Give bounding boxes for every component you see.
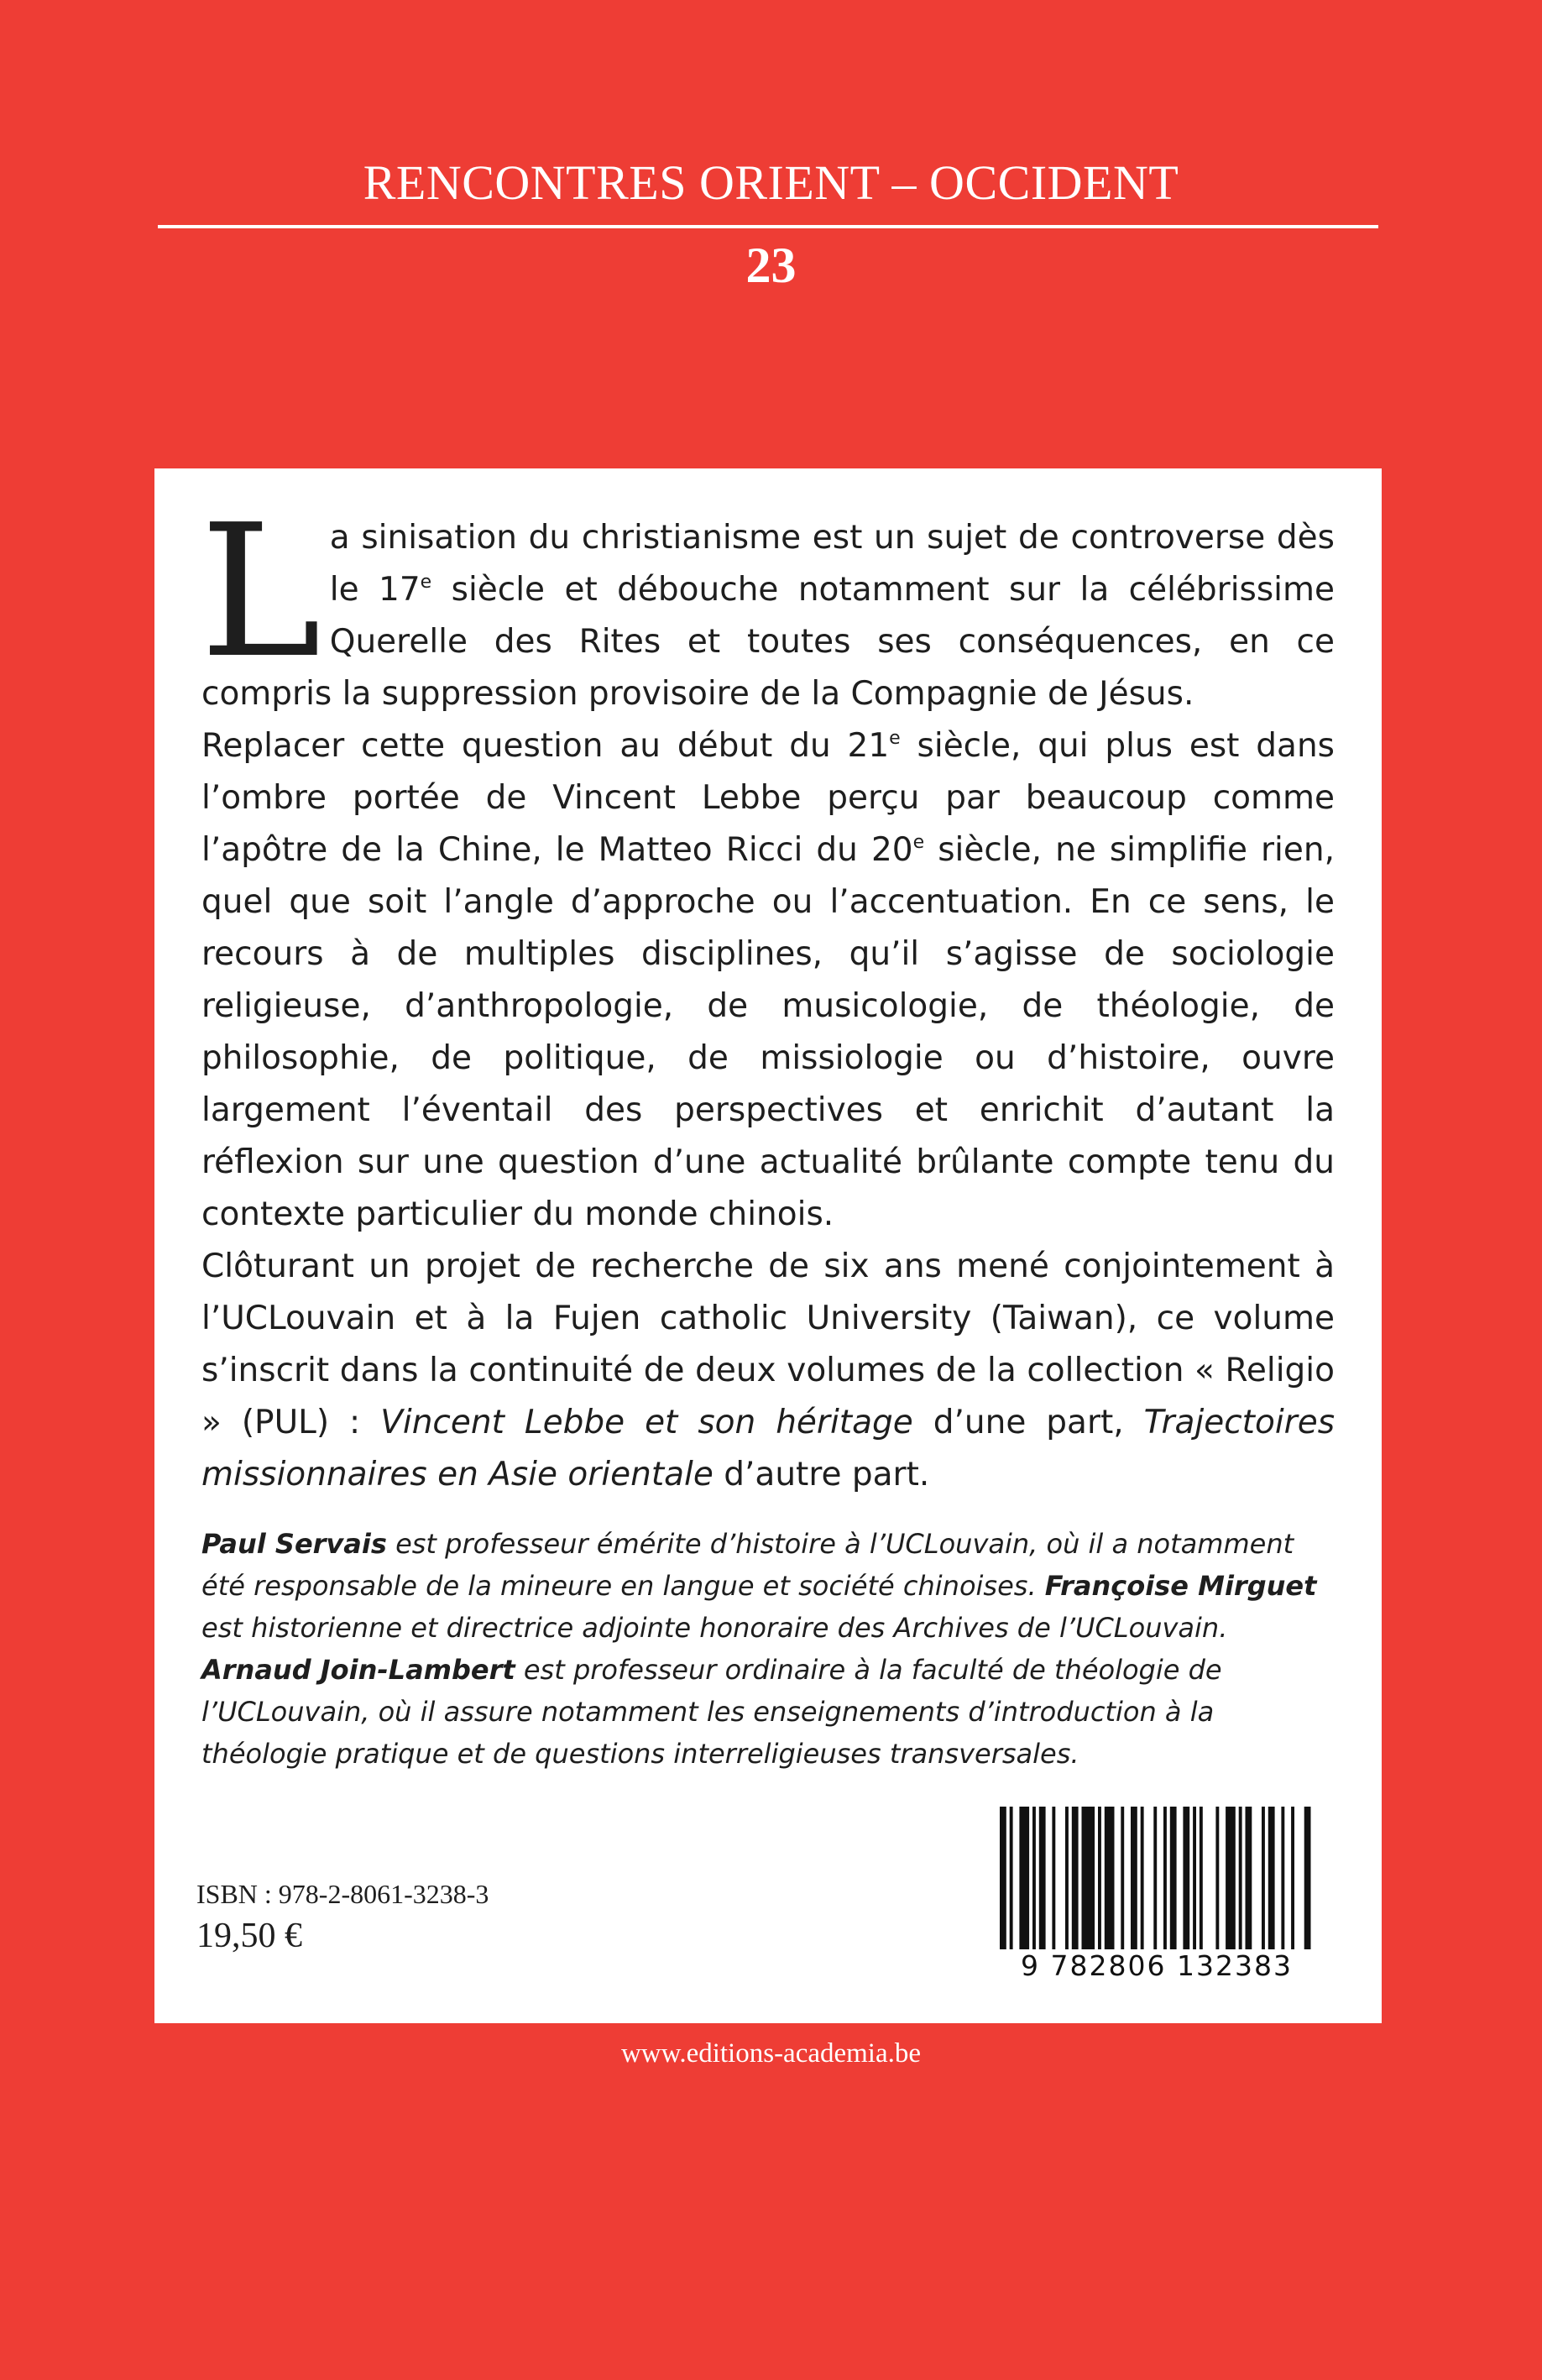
barcode-bar [1291,1807,1294,1949]
barcode-bar [1183,1807,1189,1949]
barcode-bar [1065,1807,1069,1949]
series-title: RENCONTRES ORIENT – OCCIDENT [363,155,1179,210]
barcode-bar [1163,1807,1167,1949]
superscript: e [420,572,432,593]
author-bio-text: est professeur émérite d’histoire à l’UCLouvain, où il a notamment été responsable de la mineure en langue et société chinoises. [201,1528,1294,1602]
book-title-reference: Trajectoires missionnaires en Asie orientale [201,1404,1336,1493]
barcode-bar [1193,1807,1196,1949]
blurb-text: Replacer cette question au début du 21 [201,727,890,765]
barcode-bar [1121,1807,1124,1949]
series-number: 23 [745,238,797,293]
barcode-bar [1032,1807,1036,1949]
barcode-bar [1019,1807,1029,1949]
barcode-bar [1000,1807,1006,1949]
barcode-bar [1105,1807,1115,1949]
barcode-bar [1170,1807,1177,1949]
back-cover-panel [154,468,1382,2023]
blurb-text: d’autre part. [713,1456,930,1493]
author-bio-text: est professeur ordinaire à la faculté de théologie de l’UCLouvain, où il assure notamment les enseignements d’introduction à la théologie pratique et de questions interreligieuses transversales. [201,1654,1222,1770]
author-bio-text: est historienne et directrice adjointe honoraire des Archives de l’UCLouvain. [201,1612,1228,1644]
blurb-paragraph-1 [200,486,1335,720]
barcode-bar [1281,1807,1284,1949]
book-blurb [200,486,1336,1501]
barcode-bar [1215,1807,1219,1949]
barcode-bar [1010,1807,1013,1949]
barcode-bar [1262,1807,1265,1949]
isbn-label: ISBN : 978-2-8061-3238-3 [196,1879,489,1909]
blurb-paragraph-3 [201,1241,1335,1501]
blurb-text: siècle, ne simplifie rien, quel que soit l’angle d’approche ou l’accentuation. En ce sens, le recours à de multiples disciplines, qu’il s’agisse de sociologie religieuse, d’anthropologie, de musicologie, de théologie, de philosophie, de politique, de missiologie ou d’histoire, ouvre largement l’éventail des perspectives et enrichit d’autant la réflexion sur une question d’une actualité brûlante compte tenu du contexte particulier du monde chinois. [201,831,1335,1233]
author-name: Arnaud Join-Lambert [201,1654,515,1686]
barcode-bar [1239,1807,1242,1949]
publisher-website: www.editions-academia.be [620,2038,922,2069]
barcode-bar [1226,1807,1236,1949]
barcode-bar [1246,1807,1252,1949]
barcode-bar [1082,1807,1095,1949]
barcode [996,1807,1317,1983]
blurb-text: siècle et débouche notamment sur la célébrissime Querelle des Rites et toutes ses conséquences, en ce compris la suppression provisoire de la Compagnie de Jésus. [201,571,1335,713]
superscript: e [889,728,901,749]
blurb-text: siècle, qui plus est dans l’ombre portée de Vincent Lebbe perçu par beaucoup comme l’apôtre de la Chine, le Matteo Ricci du 20 [201,727,1335,869]
blurb-text: Clôturant un projet de recherche de six ans mené conjointement à l’UCLouvain et à la Fujen catholic University (Taiwan), ce volume s’inscrit dans la continuité de deux volumes de la collection « Religio » (PUL) : [201,1248,1335,1441]
drop-cap: L [200,486,321,698]
author-name: Paul Servais [201,1528,387,1560]
author-bios [201,1523,1335,1775]
barcode-bar [1153,1807,1157,1949]
blurb-text: d’une part, [912,1404,1144,1441]
price-label: 19,50 € [196,1917,302,1955]
barcode-bar [1304,1807,1311,1949]
barcode-bar [1141,1807,1144,1949]
barcode-bar [1131,1807,1137,1949]
barcode-bar [1052,1807,1055,1949]
barcode-bar [1039,1807,1046,1949]
author-bios-paragraph [201,1523,1335,1775]
barcode-bars [996,1807,1317,1949]
blurb-text: a sinisation du christianisme est un sujet de controverse dès le 17 [329,519,1335,609]
barcode-digits: 9 782806 132383 [1021,1949,1293,1982]
book-title-reference: Vincent Lebbe et son héritage [380,1404,913,1441]
barcode-bar [1098,1807,1101,1949]
barcode-bar [1268,1807,1275,1949]
author-name: Françoise Mirguet [1044,1570,1317,1602]
barcode-bar [1200,1807,1203,1949]
barcode-bar [1072,1807,1079,1949]
superscript: e [912,832,925,853]
blurb-paragraph-2 [201,720,1335,1241]
series-divider [158,225,1378,228]
